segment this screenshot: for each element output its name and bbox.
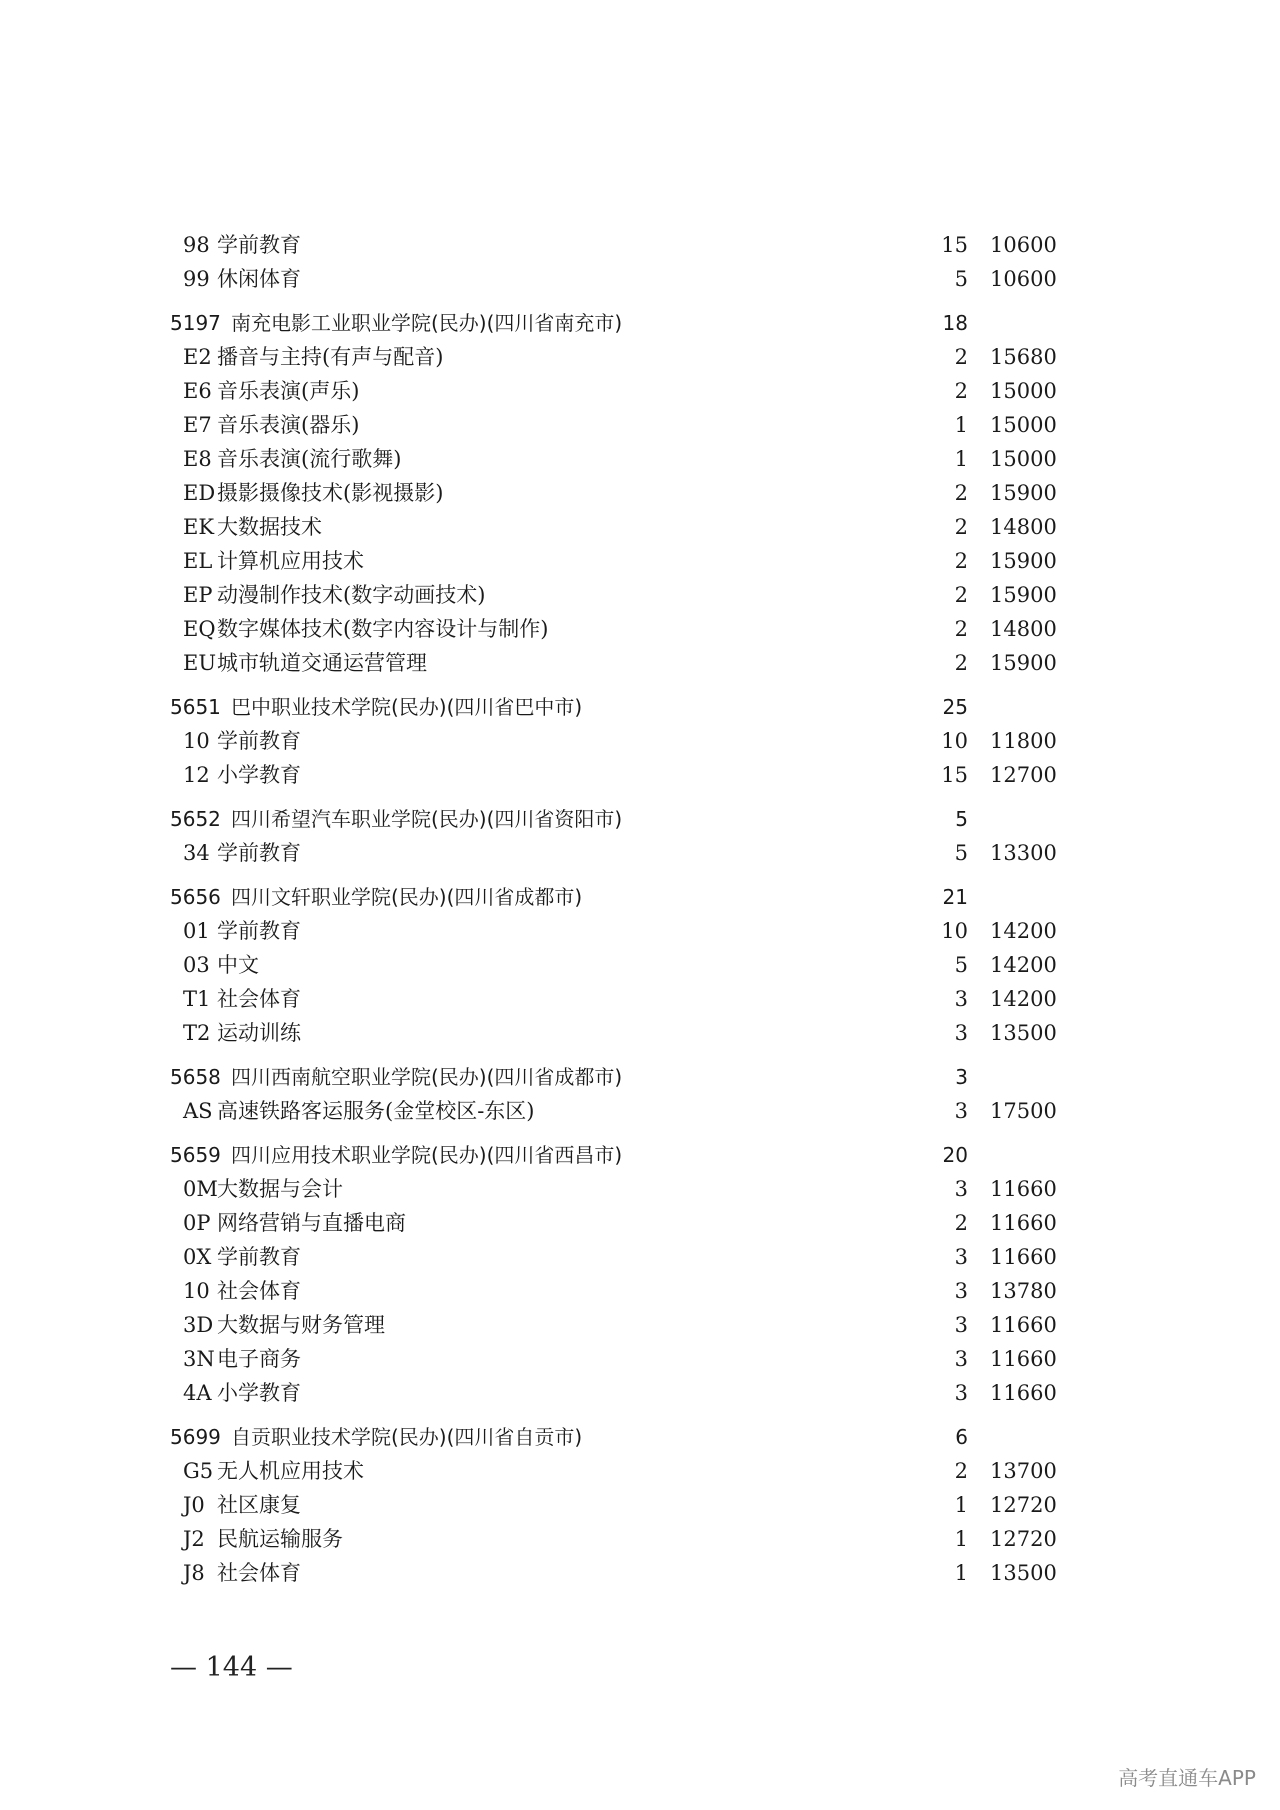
major-code: T1 (183, 987, 211, 1011)
school-row (0, 1138, 1280, 1172)
school-name: 四川西南航空职业学院(民办)(四川省成都市) (231, 1065, 623, 1089)
major-code: E6 (183, 379, 212, 403)
major-row (0, 1556, 1280, 1590)
major-row (0, 1454, 1280, 1488)
enrollment-count: 5 (954, 953, 968, 977)
major-code: EU (183, 651, 217, 675)
major-row (0, 646, 1280, 680)
major-name: 大数据与财务管理 (217, 1313, 385, 1337)
major-row (0, 1308, 1280, 1342)
major-name: 社会体育 (217, 1561, 301, 1585)
school-code: 5659 (170, 1143, 221, 1167)
enrollment-count: 6 (955, 1425, 968, 1449)
major-name: 大数据与会计 (217, 1177, 343, 1201)
enrollment-count: 1 (954, 447, 968, 471)
school-row (0, 880, 1280, 914)
major-code: EQ (183, 617, 216, 641)
tuition-fee: 14200 (990, 953, 1057, 977)
major-name: 播音与主持(有声与配音) (217, 345, 444, 369)
school-code: 5197 (170, 311, 221, 335)
major-row (0, 836, 1280, 870)
major-row (0, 228, 1280, 262)
major-row (0, 948, 1280, 982)
tuition-fee: 13300 (990, 841, 1057, 865)
major-code: AS (183, 1099, 213, 1123)
major-code: 0X (183, 1245, 212, 1269)
enrollment-count: 1 (954, 1493, 968, 1517)
major-name: 运动训练 (217, 1021, 301, 1045)
major-code: ED (183, 481, 216, 505)
enrollment-count: 2 (954, 651, 968, 675)
major-name: 城市轨道交通运营管理 (217, 651, 427, 675)
major-name: 学前教育 (217, 841, 301, 865)
major-name: 中文 (217, 953, 259, 977)
school-code: 5699 (170, 1425, 221, 1449)
enrollment-count: 2 (954, 549, 968, 573)
school-code: 5658 (170, 1065, 221, 1089)
school-code: 5652 (170, 807, 221, 831)
enrollment-count: 1 (954, 1527, 968, 1551)
enrollment-count: 5 (954, 841, 968, 865)
major-name: 学前教育 (217, 729, 301, 753)
tuition-fee: 15900 (990, 549, 1057, 573)
tuition-fee: 12700 (990, 763, 1057, 787)
enrollment-count: 5 (954, 267, 968, 291)
enrollment-count: 2 (954, 515, 968, 539)
enrollment-count: 2 (954, 1211, 968, 1235)
tuition-fee: 13500 (990, 1561, 1057, 1585)
tuition-fee: 14200 (990, 919, 1057, 943)
major-row (0, 1094, 1280, 1128)
tuition-fee: 11660 (990, 1381, 1057, 1405)
major-row (0, 578, 1280, 612)
major-name: 音乐表演(流行歌舞) (217, 447, 402, 471)
major-row (0, 724, 1280, 758)
enrollment-count: 15 (941, 763, 968, 787)
school-code: 5651 (170, 695, 221, 719)
tuition-fee: 15680 (990, 345, 1057, 369)
enrollment-count: 2 (954, 379, 968, 403)
enrollment-count: 21 (942, 885, 968, 909)
major-code: E8 (183, 447, 212, 471)
major-name: 学前教育 (217, 1245, 301, 1269)
enrollment-table (0, 228, 1280, 1590)
major-row (0, 1376, 1280, 1410)
major-row (0, 262, 1280, 296)
tuition-fee: 10600 (990, 233, 1057, 257)
school-code: 5656 (170, 885, 221, 909)
major-row (0, 442, 1280, 476)
major-name: 数字媒体技术(数字内容设计与制作) (217, 617, 549, 641)
major-name: 民航运输服务 (217, 1527, 343, 1551)
major-code: J8 (183, 1561, 205, 1585)
tuition-fee: 11660 (990, 1245, 1057, 1269)
tuition-fee: 15000 (990, 379, 1057, 403)
school-name: 四川希望汽车职业学院(民办)(四川省资阳市) (231, 807, 623, 831)
enrollment-count: 2 (954, 345, 968, 369)
tuition-fee: 13700 (990, 1459, 1057, 1483)
enrollment-count: 3 (954, 1099, 968, 1123)
tuition-fee: 12720 (990, 1493, 1057, 1517)
major-name: 社会体育 (217, 1279, 301, 1303)
school-row (0, 306, 1280, 340)
major-code: 99 (183, 267, 210, 291)
enrollment-count: 2 (954, 583, 968, 607)
tuition-fee: 12720 (990, 1527, 1057, 1551)
tuition-fee: 11660 (990, 1211, 1057, 1235)
tuition-fee: 13780 (990, 1279, 1057, 1303)
school-row (0, 690, 1280, 724)
major-name: 无人机应用技术 (217, 1459, 364, 1483)
major-code: 10 (183, 1279, 210, 1303)
major-code: 10 (183, 729, 210, 753)
major-row (0, 1206, 1280, 1240)
enrollment-count: 2 (954, 617, 968, 641)
major-name: 大数据技术 (217, 515, 322, 539)
enrollment-count: 1 (954, 1561, 968, 1585)
major-row (0, 476, 1280, 510)
enrollment-count: 3 (954, 1381, 968, 1405)
enrollment-count: 2 (954, 481, 968, 505)
tuition-fee: 15000 (990, 447, 1057, 471)
enrollment-count: 5 (955, 807, 968, 831)
enrollment-count: 1 (954, 413, 968, 437)
major-row (0, 612, 1280, 646)
tuition-fee: 15900 (990, 651, 1057, 675)
major-name: 社区康复 (217, 1493, 301, 1517)
major-code: G5 (183, 1459, 214, 1483)
enrollment-count: 3 (954, 1177, 968, 1201)
page-number: — 144 — (170, 1652, 293, 1683)
major-name: 学前教育 (217, 233, 301, 257)
major-name: 高速铁路客运服务(金堂校区-东区) (217, 1099, 535, 1123)
tuition-fee: 15900 (990, 481, 1057, 505)
enrollment-count: 3 (954, 1021, 968, 1045)
major-code: 12 (183, 763, 210, 787)
major-code: 3D (183, 1313, 214, 1337)
major-code: T2 (183, 1021, 211, 1045)
major-row (0, 510, 1280, 544)
major-row (0, 1488, 1280, 1522)
major-row (0, 374, 1280, 408)
major-name: 学前教育 (217, 919, 301, 943)
enrollment-count: 3 (954, 1279, 968, 1303)
major-name: 电子商务 (217, 1347, 301, 1371)
major-code: E7 (183, 413, 212, 437)
school-name: 自贡职业技术学院(民办)(四川省自贡市) (231, 1425, 583, 1449)
major-code: E2 (183, 345, 212, 369)
major-name: 小学教育 (217, 763, 301, 787)
enrollment-count: 3 (954, 987, 968, 1011)
major-row (0, 1342, 1280, 1376)
major-name: 音乐表演(器乐) (217, 413, 360, 437)
major-row (0, 758, 1280, 792)
major-row (0, 982, 1280, 1016)
school-row (0, 802, 1280, 836)
tuition-fee: 13500 (990, 1021, 1057, 1045)
school-name: 巴中职业技术学院(民办)(四川省巴中市) (231, 695, 583, 719)
enrollment-count: 18 (942, 311, 968, 335)
tuition-fee: 11660 (990, 1177, 1057, 1201)
major-code: EK (183, 515, 215, 539)
major-code: 0M (183, 1177, 218, 1201)
major-row (0, 340, 1280, 374)
tuition-fee: 14800 (990, 515, 1057, 539)
enrollment-count: 10 (941, 729, 968, 753)
enrollment-count: 3 (954, 1313, 968, 1337)
major-code: EP (183, 583, 213, 607)
major-row (0, 1016, 1280, 1050)
major-name: 小学教育 (217, 1381, 301, 1405)
major-code: 4A (183, 1381, 212, 1405)
major-row (0, 1522, 1280, 1556)
enrollment-count: 20 (942, 1143, 968, 1167)
school-row (0, 1060, 1280, 1094)
major-name: 摄影摄像技术(影视摄影) (217, 481, 444, 505)
major-name: 计算机应用技术 (217, 549, 364, 573)
school-name: 四川文轩职业学院(民办)(四川省成都市) (231, 885, 583, 909)
watermark: 高考直通车APP (1118, 1766, 1256, 1790)
major-row (0, 1274, 1280, 1308)
enrollment-count: 10 (941, 919, 968, 943)
tuition-fee: 11800 (990, 729, 1057, 753)
tuition-fee: 14800 (990, 617, 1057, 641)
tuition-fee: 11660 (990, 1347, 1057, 1371)
major-code: J2 (183, 1527, 205, 1551)
enrollment-count: 3 (955, 1065, 968, 1089)
major-name: 社会体育 (217, 987, 301, 1011)
tuition-fee: 15900 (990, 583, 1057, 607)
school-row (0, 1420, 1280, 1454)
major-name: 网络营销与直播电商 (217, 1211, 406, 1235)
school-name: 四川应用技术职业学院(民办)(四川省西昌市) (231, 1143, 623, 1167)
tuition-fee: 17500 (990, 1099, 1057, 1123)
major-row (0, 914, 1280, 948)
major-row (0, 544, 1280, 578)
tuition-fee: 14200 (990, 987, 1057, 1011)
major-row (0, 408, 1280, 442)
major-name: 动漫制作技术(数字动画技术) (217, 583, 486, 607)
enrollment-count: 3 (954, 1347, 968, 1371)
major-row (0, 1172, 1280, 1206)
major-code: 34 (183, 841, 210, 865)
enrollment-count: 2 (954, 1459, 968, 1483)
tuition-fee: 15000 (990, 413, 1057, 437)
major-code: 01 (183, 919, 210, 943)
major-code: 0P (183, 1211, 211, 1235)
tuition-fee: 11660 (990, 1313, 1057, 1337)
major-code: 98 (183, 233, 210, 257)
major-name: 音乐表演(声乐) (217, 379, 360, 403)
major-code: 3N (183, 1347, 215, 1371)
tuition-fee: 10600 (990, 267, 1057, 291)
major-name: 休闲体育 (217, 267, 301, 291)
school-name: 南充电影工业职业学院(民办)(四川省南充市) (231, 311, 623, 335)
enrollment-count: 25 (942, 695, 968, 719)
enrollment-count: 3 (954, 1245, 968, 1269)
major-code: 03 (183, 953, 210, 977)
major-code: J0 (183, 1493, 205, 1517)
enrollment-count: 15 (941, 233, 968, 257)
major-row (0, 1240, 1280, 1274)
major-code: EL (183, 549, 213, 573)
